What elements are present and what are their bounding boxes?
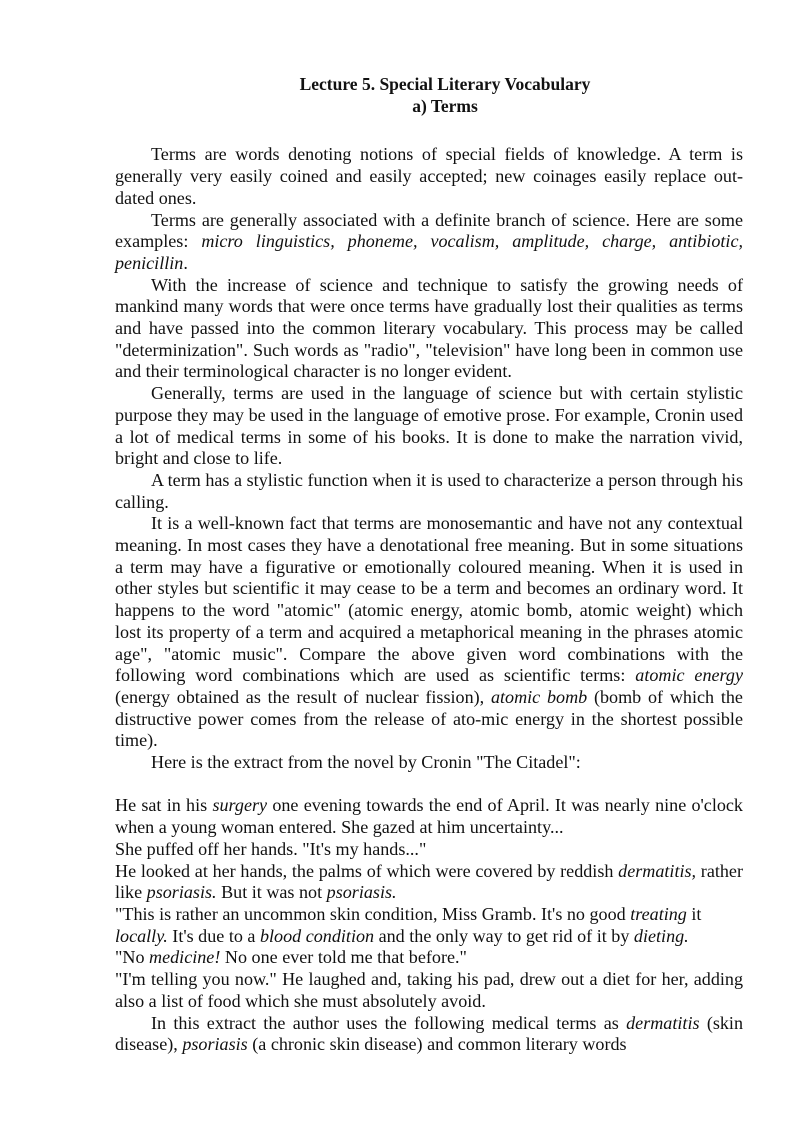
extract-line-6: "I'm telling you now." He laughed and, taking his pad, drew out a diet for her, adding also a list of food which she must absolutely avoid. (115, 969, 743, 1011)
extract-term: medicine! (149, 947, 221, 968)
extract-text: No one ever told me that before." (224, 947, 467, 968)
extract-term: treating (630, 904, 687, 924)
term-psoriasis: psoriasis (182, 1034, 248, 1055)
paragraph-4: Generally, terms are used in the language of science but with certain stylistic purpose they may be used in the language of emotive prose. For example, Cronin used a lot of medical terms in some of his books. It is done to make the narration vivid, bright and close to life. (115, 383, 743, 469)
paragraph-8-text: (a chronic skin disease) and common literary words (252, 1034, 627, 1055)
extract-text: "No (115, 947, 145, 968)
extract-term: blood condition (259, 925, 375, 946)
paragraph-8-text: (skin disease), (115, 1012, 743, 1055)
extract-term: dieting. (633, 925, 689, 946)
extract-term: locally. (115, 925, 168, 946)
paragraph-6 (115, 513, 743, 752)
term-atomic-bomb: atomic bomb (490, 686, 588, 707)
extract-text: it (691, 904, 702, 924)
extract-term: surgery (212, 795, 268, 816)
paragraph-7: Here is the extract from the novel by Cronin "The Citadel": (151, 752, 581, 773)
extract-line-3 (115, 861, 743, 904)
extract-term: psoriasis. (146, 882, 217, 903)
spacer (115, 774, 743, 796)
lecture-title: Lecture 5. Special Literary Vocabulary (299, 74, 591, 94)
extract-text: "This is rather an uncommon skin condition, Miss Gramb. It's no good (115, 904, 626, 924)
extract-term: dermatitis, (618, 860, 697, 881)
paragraph-8 (115, 1013, 743, 1056)
extract-text: rather like (115, 860, 743, 903)
paragraph-3: With the increase of science and technique to satisfy the growing needs of mankind many words that were once terms have gradually lost their qualities as terms and have passed into the common literary vocabulary. This process may be called "determinization". Such words as "radio", "television" have long been in common use and their terminological character is no longer evident. (115, 274, 743, 382)
term-dermatitis: dermatitis (626, 1012, 700, 1033)
extract-term: psoriasis. (326, 882, 397, 903)
novel-extract (115, 795, 743, 1012)
extract-text: and the only way to get rid of it by (378, 925, 630, 946)
extract-text: He looked at her hands, the palms of which were covered by reddish (115, 860, 614, 881)
extract-line-5 (115, 947, 743, 969)
extract-line-1 (115, 795, 743, 838)
paragraph-1: Terms are words denoting notions of special fields of knowledge. A term is generally very easily coined and easily accepted; new coinages easily replace out-dated ones. (115, 144, 743, 208)
paragraph-2-end: . (183, 252, 188, 273)
document-page (115, 74, 743, 1056)
paragraph-2-text: Terms are generally associated with a definite branch of science. Here are some examples: (115, 209, 743, 252)
extract-text: He sat in his (115, 795, 208, 816)
term-atomic-energy: atomic energy (635, 665, 743, 686)
spacer (115, 117, 743, 144)
paragraph-6-text: It is a well-known fact that terms are monosemantic and have not any contextual meaning. In most cases they have a denotational free meaning. But in some situations a term may have a figurative or emotionally coloured meaning. When it is used in other styles but scientific it may cease to be a term and becomes an ordinary word. It happens to the word "atomic" (atomic energy, atomic bomb, atomic weight) which lost its property of a term and acquired a metaphorical meaning in the phrases atomic age", "atomic music". Compare the above given word combinations with the following word combinations which are used as scientific terms: (115, 513, 743, 686)
extract-line-2: She puffed off her hands. "It's my hands..." (115, 838, 427, 859)
paragraph-2 (115, 210, 743, 275)
extract-text: one evening towards the end of April. It was nearly nine o'clock when a young woman entered. She gazed at him uncertainty... (115, 795, 743, 838)
extract-text: It's due to a (172, 925, 256, 946)
paragraph-8-text: In this extract the author uses the following medical terms as (151, 1012, 619, 1033)
paragraph-2-examples: micro linguistics, phoneme, vocalism, amplitude, charge, antibiotic, penicillin (115, 231, 743, 273)
extract-text: But it was not (221, 882, 323, 903)
section-subtitle: a) Terms (412, 95, 478, 116)
extract-line-4 (115, 904, 743, 947)
term-atomic-energy-def: (energy obtained as the result of nuclear fission), (115, 686, 485, 707)
term-atomic-bomb-def: (bomb of which the distructive power comes from the release of ato-mic energy in the shortest possible time). (115, 686, 743, 751)
paragraph-5: A term has a stylistic function when it is used to characterize a person through his calling. (115, 469, 743, 512)
